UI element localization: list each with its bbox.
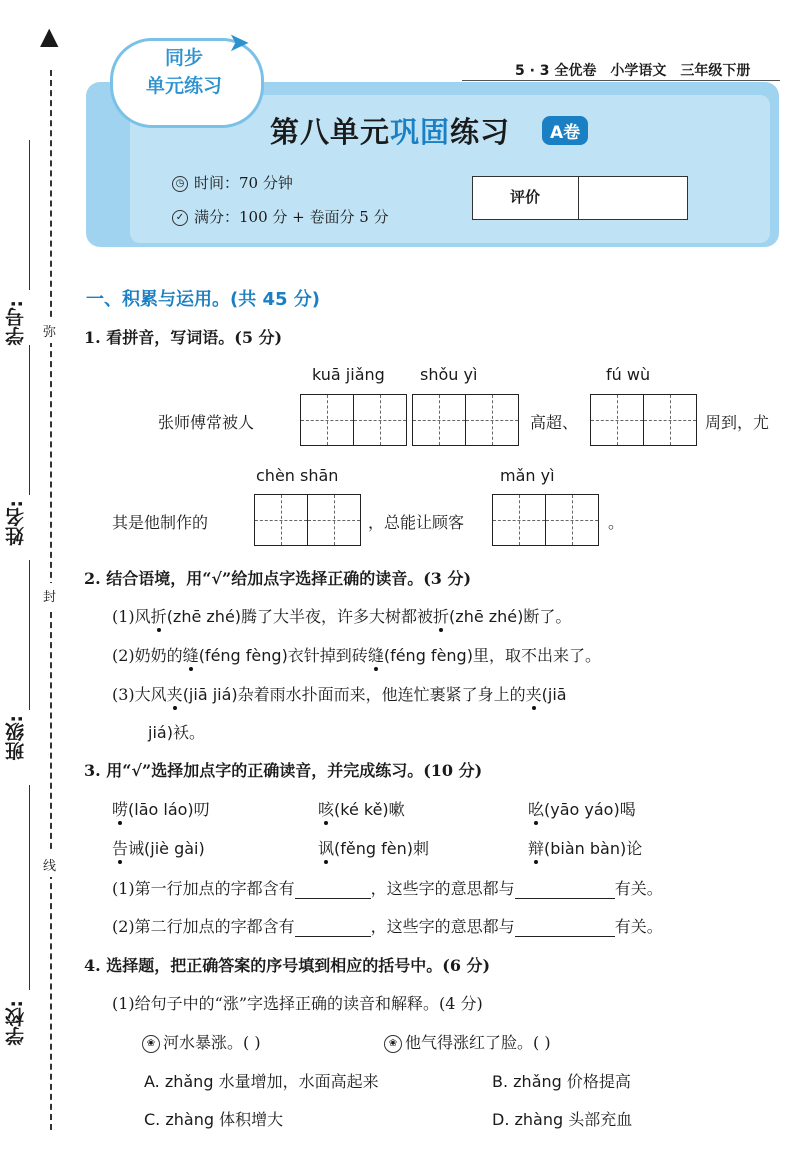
badge-line2: 单元练习 <box>145 75 222 97</box>
q1-text-1: 张师傅常被人 <box>158 413 255 432</box>
time-info <box>172 172 293 193</box>
q3-item-yaohe: 吆(yāo yáo)喝 <box>528 800 636 819</box>
q4-option-d: D. zhàng 头部充血 <box>492 1110 633 1129</box>
pinyin-chenshan: chèn shān <box>256 466 339 485</box>
question-2-title: 2. 结合语境，用“√”给加点字选择正确的读音。(3 分) <box>84 569 472 588</box>
q4-option-c: C. zhàng 体积增大 <box>144 1110 284 1129</box>
class-blank <box>29 560 30 710</box>
q2-line-2: (2)奶奶的缝(féng fèng)衣针掉到砖缝(féng fèng)里，取不出来了。 <box>112 646 601 665</box>
q2-line-4: jiá)袄。 <box>148 723 205 742</box>
school-blank <box>29 785 30 990</box>
q3-item-fengci: 讽(fěng fèn)刺 <box>318 839 429 858</box>
q2-line-1: (1)风折(zhē zhé)腾了大半夜，许多大树都被折(zhē zhé)断了。 <box>112 607 572 626</box>
seal-char-mi: 弥 <box>43 318 56 343</box>
q1-text-5: ，总能让顾客 <box>368 513 465 532</box>
q3-item-laodao: 唠(lāo láo)叨 <box>112 800 210 819</box>
writing-grid-shouyi[interactable] <box>412 394 519 446</box>
title-badge: A卷 <box>542 116 588 145</box>
pinyin-manyi: mǎn yì <box>500 466 555 485</box>
q4-sentence-2: ❀ 他气得涨红了脸。( ) <box>384 1030 551 1053</box>
writing-grid-kuajiang[interactable] <box>300 394 407 446</box>
question-4-title: 4. 选择题，把正确答案的序号填到相应的括号中。(6 分) <box>84 956 491 975</box>
student-no-label: 学号: <box>5 300 27 346</box>
q1-text-6: 。 <box>608 513 625 532</box>
q3-fill-2: (2)第二行加点的字都含有 ，这些字的意思都与 有关。 <box>112 917 663 936</box>
section-heading: 一、积累与运用。(共 45 分) <box>86 289 321 310</box>
q1-text-3: 周到，尤 <box>705 413 770 432</box>
seal-char-feng: 封 <box>43 583 56 608</box>
evaluation-divider <box>578 176 579 220</box>
clock-icon: ◷ <box>172 176 188 192</box>
series-title: 5 · 3 全优卷 小学语文 三年级下册 <box>515 63 751 79</box>
q3-fill-1: (1)第一行加点的字都含有 ，这些字的意思都与 有关。 <box>112 879 663 898</box>
name-label: 姓名: <box>5 500 27 546</box>
q3-blank-1b[interactable] <box>515 882 615 899</box>
pinyin-shouyi: shǒu yì <box>420 365 478 384</box>
q4-sub-question: (1)给句子中的“涨”字选择正确的读音和解释。(4 分) <box>112 994 483 1013</box>
seal-char-xian: 线 <box>43 852 56 877</box>
check-icon: ✓ <box>172 210 188 226</box>
student-no-blank <box>29 140 30 290</box>
series-rule <box>462 80 780 81</box>
flower-icon: ❀ <box>142 1035 160 1053</box>
name-blank <box>29 345 30 495</box>
evaluation-label: 评价 <box>509 188 540 206</box>
q4-option-a: A. zhǎng 水量增加，水面高起来 <box>144 1072 379 1091</box>
pinyin-kuajiang: kuā jiǎng <box>312 365 385 384</box>
q4-sentence-1: ❀ 河水暴涨。( ) <box>142 1030 261 1053</box>
writing-grid-chenshan[interactable] <box>254 494 361 546</box>
time-text: 时间：70 分钟 <box>194 174 293 192</box>
question-1-title: 1. 看拼音，写词语。(5 分) <box>84 328 283 347</box>
score-text: 满分：100 分 + 卷面分 5 分 <box>194 208 389 226</box>
score-info <box>172 206 389 227</box>
question-3-title: 3. 用“√”选择加点字的正确读音，并完成练习。(10 分) <box>84 761 483 780</box>
writing-grid-fuwu[interactable] <box>590 394 697 446</box>
q3-item-kesou: 咳(ké kě)嗽 <box>318 800 405 819</box>
rocket-icon: ➤ <box>228 28 250 58</box>
q4-option-b: B. zhǎng 价格提高 <box>492 1072 631 1091</box>
title-part-a: 第八单元 <box>270 115 391 149</box>
flower-icon: ❀ <box>384 1035 402 1053</box>
class-label: 班级: <box>5 715 27 761</box>
q3-blank-1a[interactable] <box>295 882 371 899</box>
rocket-logo-icon: ▲ <box>40 22 59 50</box>
q1-text-4: 其是他制作的 <box>112 513 209 532</box>
school-label: 学校: <box>5 1000 27 1046</box>
pinyin-fuwu: fú wù <box>606 365 651 384</box>
q3-item-gaojie: 告诫(jiè gài) <box>112 839 205 858</box>
q1-text-2: 高超、 <box>530 413 579 432</box>
q2-line-3: (3)大风夹(jiā jiá)杂着雨水扑面而来，他连忙裹紧了身上的夹(jiā <box>112 685 567 704</box>
page-title <box>270 110 510 151</box>
q3-item-bianlun: 辩(biàn bàn)论 <box>528 839 643 858</box>
badge-line1: 同步 <box>164 47 203 69</box>
title-part-c: 练习 <box>450 115 511 149</box>
q3-blank-2b[interactable] <box>515 920 615 937</box>
title-part-b: 巩固 <box>390 115 451 149</box>
q3-blank-2a[interactable] <box>295 920 371 937</box>
writing-grid-manyi[interactable] <box>492 494 599 546</box>
